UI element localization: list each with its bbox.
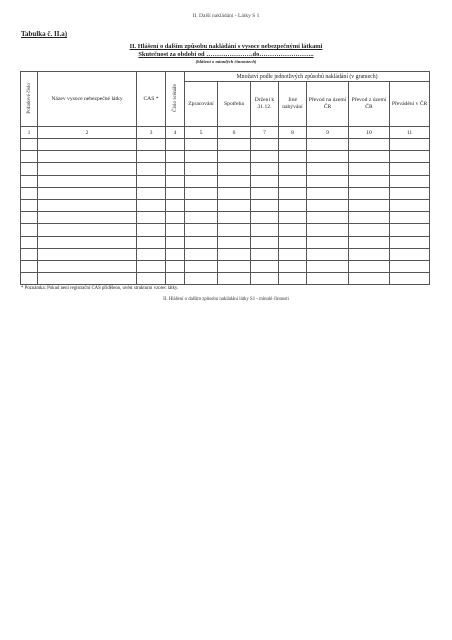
table-cell	[390, 273, 430, 285]
table-cell	[137, 224, 166, 236]
table-cell	[137, 212, 166, 224]
table-cell	[137, 139, 166, 151]
table-cell	[166, 273, 185, 285]
table-cell	[307, 248, 349, 260]
table-cell	[218, 248, 251, 260]
column-number: 8	[279, 127, 307, 139]
table-cell	[279, 212, 307, 224]
table-cell	[307, 163, 349, 175]
column-number: 3	[137, 127, 166, 139]
table-cell	[185, 199, 218, 211]
table-cell	[251, 175, 279, 187]
header-spotreba: Spotřeba	[218, 82, 251, 127]
footnote: * Poznámka: Pokud není registrační CAS přiděleno, uvést strukturní vzorec látky.	[21, 286, 179, 291]
table-cell	[251, 260, 279, 272]
table-cell	[21, 175, 38, 187]
table-cell	[251, 163, 279, 175]
table-cell	[166, 139, 185, 151]
table-cell	[21, 151, 38, 163]
table-row	[21, 236, 430, 248]
header-poradove-cislo: Pořadové číslo	[21, 72, 38, 127]
table-cell	[279, 163, 307, 175]
table-cell	[307, 139, 349, 151]
table-cell	[279, 224, 307, 236]
table-cell	[218, 273, 251, 285]
table-cell	[21, 248, 38, 260]
header-cislo-scenare: Číslo scénáře	[166, 72, 185, 127]
table-cell	[137, 199, 166, 211]
table-cell	[137, 151, 166, 163]
table-row	[21, 273, 430, 285]
table-cell	[218, 199, 251, 211]
header-mnozstvi-group: Množství podle jednotlivých způsobů nakládání (v gramech)	[185, 72, 430, 82]
table-cell	[166, 224, 185, 236]
table-cell	[38, 212, 137, 224]
table-cell	[137, 273, 166, 285]
table-row	[21, 163, 430, 175]
table-cell	[137, 175, 166, 187]
table-cell	[21, 236, 38, 248]
table-cell	[279, 260, 307, 272]
table-cell	[307, 236, 349, 248]
table-cell	[166, 151, 185, 163]
report-table	[20, 71, 430, 285]
table-cell	[166, 236, 185, 248]
table-cell	[307, 212, 349, 224]
table-cell	[307, 151, 349, 163]
table-cell	[166, 163, 185, 175]
table-cell	[137, 187, 166, 199]
table-cell	[218, 224, 251, 236]
table-cell	[279, 139, 307, 151]
table-cell	[38, 175, 137, 187]
table-cell	[137, 163, 166, 175]
table-cell	[185, 163, 218, 175]
table-cell	[349, 199, 390, 211]
header-drzeni: Držení k 31.12.	[251, 82, 279, 127]
table-cell	[21, 163, 38, 175]
table-cell	[185, 187, 218, 199]
header-prevod-z-uzemi: Převod z území ČR	[349, 82, 390, 127]
table-cell	[279, 236, 307, 248]
column-number: 4	[166, 127, 185, 139]
table-cell	[21, 199, 38, 211]
table-cell	[390, 224, 430, 236]
table-cell	[38, 236, 137, 248]
table-cell	[38, 151, 137, 163]
table-cell	[21, 139, 38, 151]
header-prevod-na-uzemi: Převod na území ČR	[307, 82, 349, 127]
table-row	[21, 212, 430, 224]
table-cell	[349, 187, 390, 199]
table-row	[21, 248, 430, 260]
table-cell	[38, 273, 137, 285]
table-label: Tabulka č. II.a)	[21, 30, 68, 38]
table-cell	[166, 212, 185, 224]
table-cell	[349, 260, 390, 272]
table-row	[21, 151, 430, 163]
table-cell	[185, 175, 218, 187]
table-cell	[390, 199, 430, 211]
table-cell	[166, 187, 185, 199]
header-prevadeni-v-cr: Převádění v ČR	[390, 82, 430, 127]
table-cell	[349, 248, 390, 260]
title-period-line: Skutečnost za období od ………………….do……………………..	[138, 51, 314, 58]
table-cell	[38, 224, 137, 236]
table-cell	[166, 260, 185, 272]
table-cell	[21, 260, 38, 272]
table-cell	[390, 212, 430, 224]
table-cell	[349, 139, 390, 151]
table-cell	[38, 199, 137, 211]
table-cell	[349, 163, 390, 175]
table-cell	[349, 236, 390, 248]
table-cell	[390, 151, 430, 163]
table-cell	[166, 199, 185, 211]
table-cell	[21, 212, 38, 224]
table-cell	[349, 224, 390, 236]
table-cell	[390, 187, 430, 199]
table-cell	[137, 260, 166, 272]
column-number: 6	[218, 127, 251, 139]
table-row	[21, 199, 430, 211]
table-cell	[307, 199, 349, 211]
column-number: 2	[38, 127, 137, 139]
table-cell	[218, 151, 251, 163]
table-cell	[251, 151, 279, 163]
table-cell	[279, 248, 307, 260]
table-cell	[21, 187, 38, 199]
table-cell	[251, 187, 279, 199]
report-title	[0, 43, 452, 65]
table-cell	[185, 224, 218, 236]
table-cell	[251, 273, 279, 285]
table-cell	[185, 273, 218, 285]
table-cell	[390, 175, 430, 187]
table-cell	[349, 273, 390, 285]
page-footer: II. Hlášení o dalším způsobu nakládání látky S1 - minulé činnosti	[163, 297, 289, 302]
table-cell	[251, 212, 279, 224]
column-number-row	[21, 127, 430, 139]
table-cell	[137, 248, 166, 260]
column-number: 1	[21, 127, 38, 139]
table-cell	[218, 212, 251, 224]
column-number: 10	[349, 127, 390, 139]
table-row	[21, 187, 430, 199]
table-cell	[38, 260, 137, 272]
table-cell	[279, 175, 307, 187]
header-zpracovani: Zpracování	[185, 82, 218, 127]
table-cell	[279, 187, 307, 199]
table-cell	[218, 260, 251, 272]
table-cell	[307, 260, 349, 272]
table-cell	[307, 187, 349, 199]
column-number: 9	[307, 127, 349, 139]
table-cell	[21, 273, 38, 285]
table-cell	[166, 248, 185, 260]
table-cell	[185, 236, 218, 248]
table-cell	[349, 151, 390, 163]
table-cell	[279, 151, 307, 163]
table-cell	[38, 187, 137, 199]
table-cell	[218, 175, 251, 187]
table-cell	[218, 139, 251, 151]
table-cell	[251, 248, 279, 260]
table-row	[21, 139, 430, 151]
header-cas: CAS *	[137, 72, 166, 127]
table-row	[21, 175, 430, 187]
table-cell	[307, 175, 349, 187]
table-cell	[218, 163, 251, 175]
table-row	[21, 260, 430, 272]
table-cell	[251, 139, 279, 151]
table-cell	[390, 260, 430, 272]
table-cell	[166, 175, 185, 187]
running-header: II. Další nakládání - Látky S 1	[192, 13, 260, 19]
column-number: 7	[251, 127, 279, 139]
table-cell	[279, 199, 307, 211]
table-cell	[349, 175, 390, 187]
table-cell	[21, 224, 38, 236]
table-cell	[307, 224, 349, 236]
title-line-1: II. Hlášení o dalším způsobu nakládání s vysoce nebezpečnými látkami	[129, 43, 323, 50]
table-cell	[185, 151, 218, 163]
table-cell	[185, 260, 218, 272]
table-cell	[185, 139, 218, 151]
column-number: 11	[390, 127, 430, 139]
table-cell	[390, 248, 430, 260]
table-cell	[390, 163, 430, 175]
table-cell	[390, 236, 430, 248]
table-cell	[185, 248, 218, 260]
table-cell	[251, 236, 279, 248]
table-cell	[390, 139, 430, 151]
table-cell	[349, 212, 390, 224]
table-cell	[218, 236, 251, 248]
table-cell	[279, 273, 307, 285]
title-subtitle: (hlášení o minulých činnostech)	[195, 59, 257, 64]
table-cell	[251, 199, 279, 211]
table-cell	[218, 187, 251, 199]
header-nazev-latky: Název vysoce nebezpečné látky	[38, 72, 137, 127]
column-number: 5	[185, 127, 218, 139]
table-cell	[38, 163, 137, 175]
table-cell	[38, 139, 137, 151]
table-cell	[307, 273, 349, 285]
table-cell	[185, 212, 218, 224]
table-cell	[38, 248, 137, 260]
table-cell	[137, 236, 166, 248]
table-cell	[251, 224, 279, 236]
header-jine-nabyvani: Jiné nabývání	[279, 82, 307, 127]
table-row	[21, 224, 430, 236]
